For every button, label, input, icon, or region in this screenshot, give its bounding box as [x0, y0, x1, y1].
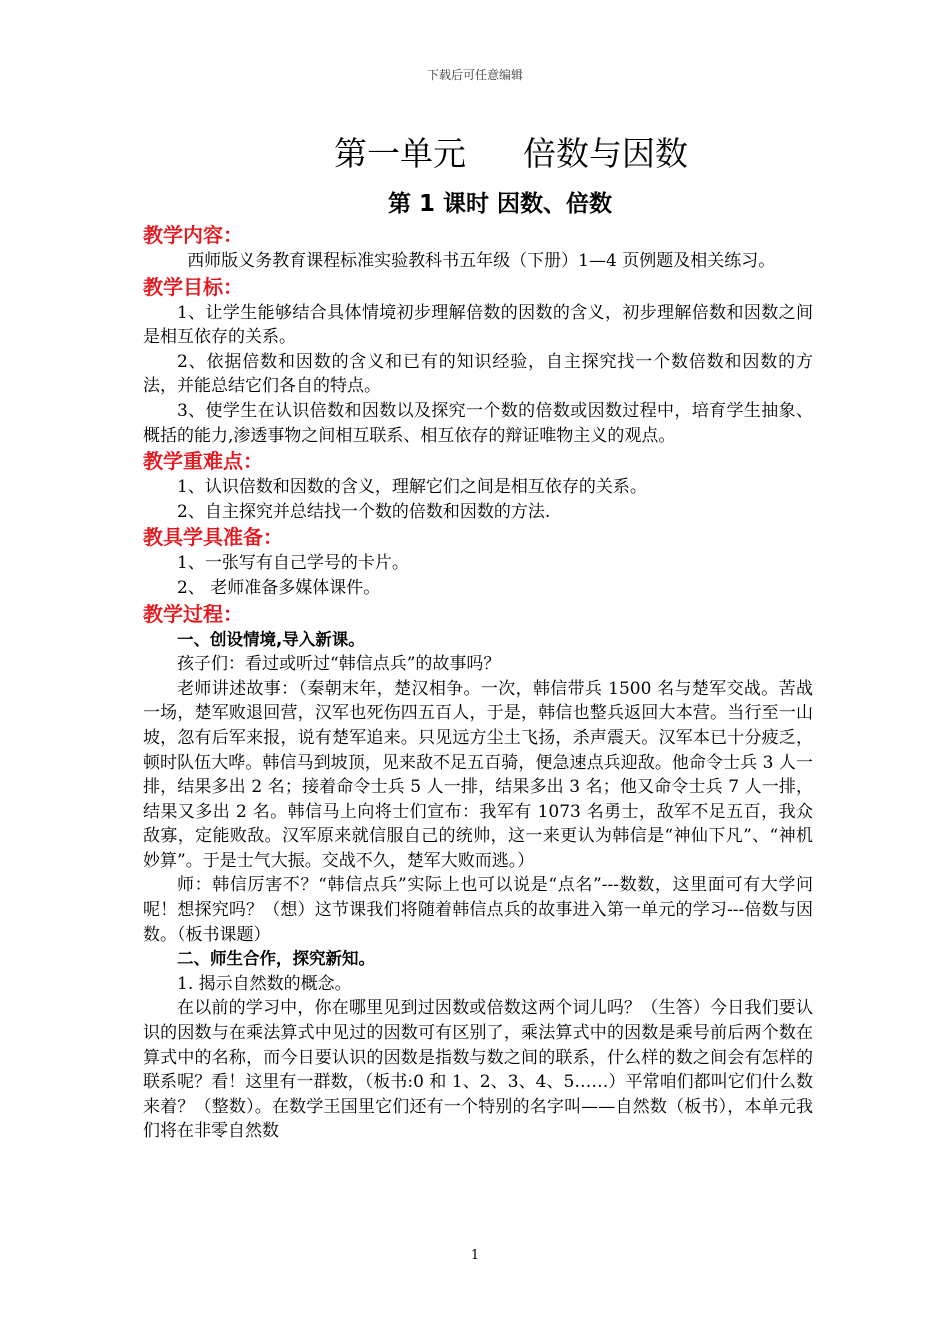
material-item: 1、一张写有自己学号的卡片。: [177, 553, 409, 574]
key-point-item: 1、认识倍数和因数的含义，理解它们之间是相互依存的关系。: [177, 477, 647, 498]
objective-item: 2、依据倍数和因数的含义和已有的知识经验，自主探究找一个数倍数和因数的方法，并能总结它们各自的特点。: [143, 351, 813, 397]
key-point-item: 2、自主探究并总结找一个数的倍数和因数的方法.: [177, 501, 551, 522]
section-heading-key-points: 教学重难点：: [143, 449, 263, 474]
header-note: 下载后可任意编辑: [426, 68, 523, 82]
content-paragraph: 西师版义务教育课程标准实验教科书五年级（下册）1—4 页例题及相关练习。: [187, 251, 776, 271]
section-heading-materials: 教具学具准备：: [143, 525, 283, 550]
explanation-paragraph: 在以前的学习中，你在哪里见到过因数或倍数这两个词儿吗？（生答）今日我们要认识的因数与在乘法算式中见过的因数可有区别了，乘法算式中的因数是乘号前后两个数在算式中的名称，而今日要认识的因数是指数与数之间的联系，什么样的数之间会有怎样的联系呢？看！这里有一群数，（板书:0 和 1、2、3、4、5……）平常咱们都叫它们什么数来着？（整数）。在数学王国里它们还有一个特别的名字叫——自然数（板书），本单元我们将在非零自然数: [143, 998, 813, 1142]
lesson-plan-body: [143, 222, 813, 1144]
story-paragraph: 师：韩信厉害不？“韩信点兵”实际上也可以说是“点名”---数数，这里面可有大学问呢！想探究吗？（想）这节课我们将随着韩信点兵的故事进入第一单元的学习---倍数与因数。（板书课题）: [143, 875, 813, 945]
objective-item: 1、让学生能够结合具体情境初步理解倍数的因数的含义，初步理解倍数和因数之间是相互依存的关系。: [143, 302, 813, 348]
story-paragraph: 老师讲述故事：（秦朝末年，楚汉相争。一次，韩信带兵 1500 名与楚军交战。苦战一场，楚军败退回营，汉军也死伤四五百人，于是，韩信也整兵返回大本营。当行至一山坡，忽有后军来报，说有楚军追来。只见远方尘土飞扬，杀声震天。汉军本已十分疲乏，顿时队伍大哗。韩信马到坡顶，见来敌不足五百骑，便急速点兵迎敌。他命令士兵 3 人一排，结果多出 2 名；接着命令士兵 5 人一排，结果多出 3 名；他又命令士兵 7 人一排，结果又多出 2 名。韩信马上向将士们宣布：我军有 1073 名勇士，敌军不足五百，我众敌寡，定能败敌。汉军原来就信服自己的统帅，这一来更认为韩信是“神仙下凡”、“神机妙算”。于是士气大振。交战不久，楚军大败而逃。）: [143, 678, 813, 871]
page-number: 1: [470, 1248, 480, 1263]
lesson-title: 第 1 课时 因数、倍数: [387, 191, 613, 217]
step-heading: [143, 628, 813, 653]
unit-title: 第一单元 倍数与因数: [334, 134, 688, 173]
section-heading-objectives: 教学目标：: [143, 274, 243, 299]
material-item: 2、 老师准备多媒体课件。: [177, 577, 381, 598]
step-2-heading: 二、师生合作，探究新知。: [177, 949, 375, 969]
step-1-heading: 一、创设情境,导入新课。: [177, 629, 365, 649]
story-paragraph: 孩子们：看过或听过“韩信点兵”的故事吗？: [177, 654, 501, 675]
section-heading-process: 教学过程：: [143, 601, 243, 626]
objective-item: 3、使学生在认识倍数和因数以及探究一个数的倍数或因数过程中，培育学生抽象、概括的能力,渗透事物之间相互联系、相互依存的辩证唯物主义的观点。: [143, 400, 813, 446]
step-2-item-1: 1. 揭示自然数的概念。: [177, 973, 352, 994]
step-heading: [143, 947, 813, 972]
section-heading-content: 教学内容：: [143, 223, 243, 247]
